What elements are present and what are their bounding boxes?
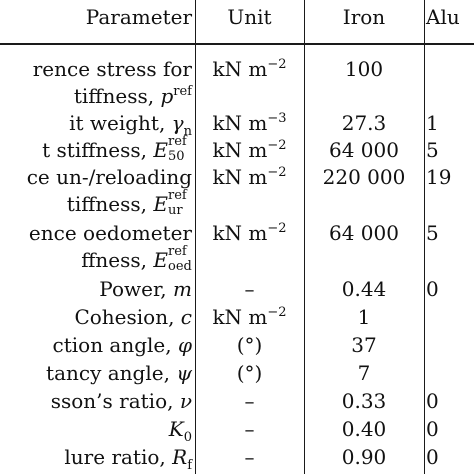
parameter-text: ce un-/reloading	[26, 165, 192, 189]
parameter-subscript: ur	[168, 203, 183, 218]
parameter-cell	[27, 166, 192, 188]
parameter-cell	[42, 134, 192, 164]
unit-exponent: −2	[267, 57, 287, 72]
unit-exponent: −2	[267, 221, 287, 236]
iron-cell: 1	[357, 305, 371, 329]
iron-cell: 64 000	[329, 221, 399, 245]
unit-exponent: −2	[267, 165, 287, 180]
unit-cell	[196, 362, 303, 384]
parameter-subscript: 50	[168, 149, 185, 164]
iron-cell: 220 000	[322, 165, 406, 189]
alu-cell: 0	[426, 417, 439, 441]
parameter-text: tiffness,	[66, 192, 154, 216]
parameter-cell	[74, 85, 192, 107]
parameter-cell	[33, 58, 192, 80]
header-parameter: Parameter	[85, 5, 192, 29]
unit-text: –	[244, 445, 255, 469]
unit-text: kN m	[212, 165, 268, 189]
alu-cell: 0	[426, 389, 439, 413]
parameter-text: ffness,	[81, 248, 154, 272]
parameter-superscript: ref	[173, 84, 192, 99]
parameter-symbol: c	[180, 305, 192, 329]
unit-cell	[196, 58, 303, 80]
alu-cell: 0	[426, 277, 439, 301]
unit-cell	[196, 306, 303, 328]
header-unit: Unit	[227, 5, 272, 29]
alu-cell: 5	[426, 221, 439, 245]
alu-cell: 19	[426, 165, 452, 189]
parameter-symbol: γ	[171, 111, 184, 135]
parameter-symbol: m	[173, 277, 192, 301]
iron-cell: 0.40	[341, 417, 387, 441]
iron-cell: 100	[344, 57, 384, 81]
parameter-text: t stiffness,	[42, 138, 154, 162]
unit-cell	[196, 112, 303, 134]
parameter-cell	[66, 188, 192, 218]
parameter-symbol: ν	[179, 389, 192, 413]
parameter-text: ence oedometer	[28, 221, 192, 245]
parameter-sup-sub	[168, 134, 192, 164]
unit-text: –	[244, 277, 255, 301]
parameter-superscript: ref	[168, 188, 187, 203]
parameter-subscript: oed	[168, 259, 192, 274]
unit-text: –	[244, 389, 255, 413]
unit-text: kN m	[212, 57, 268, 81]
parameter-sup-sub	[168, 188, 192, 218]
parameter-superscript: ref	[168, 244, 187, 259]
parameter-cell	[29, 222, 192, 244]
unit-text: kN m	[212, 138, 268, 162]
parameter-symbol: φ	[177, 333, 192, 357]
parameter-sup-sub	[168, 244, 192, 274]
parameter-cell	[51, 390, 192, 412]
unit-cell	[196, 139, 303, 161]
parameter-cell	[81, 244, 192, 274]
header-rule	[0, 43, 474, 45]
unit-text: –	[244, 417, 255, 441]
parameter-text: tancy angle,	[46, 361, 177, 385]
parameter-text: it weight,	[69, 111, 172, 135]
alu-cell: 0	[426, 445, 439, 469]
parameter-text: Power,	[99, 277, 174, 301]
parameter-superscript: ref	[168, 134, 187, 149]
unit-text: (°)	[236, 361, 263, 385]
parameter-cell	[46, 362, 192, 384]
parameter-symbol: ψ	[176, 361, 192, 385]
iron-cell: 0.33	[341, 389, 387, 413]
unit-text: kN m	[212, 305, 268, 329]
iron-cell: 0.90	[341, 445, 387, 469]
unit-exponent: −2	[267, 138, 287, 153]
parameter-subscript: n	[183, 124, 192, 139]
unit-exponent: −3	[267, 111, 287, 126]
parameter-text: sson’s ratio,	[50, 389, 180, 413]
unit-cell	[196, 166, 303, 188]
unit-text: (°)	[236, 333, 263, 357]
parameter-cell	[64, 445, 192, 473]
header-alu: Alu	[426, 5, 460, 29]
unit-cell	[196, 446, 303, 468]
iron-cell: 64 000	[329, 138, 399, 162]
unit-cell	[196, 390, 303, 412]
column-divider-iron-alu	[424, 0, 425, 474]
parameter-subscript: 0	[183, 430, 192, 445]
alu-cell: 5	[426, 138, 439, 162]
iron-cell: 0.44	[341, 277, 387, 301]
iron-cell: 7	[357, 361, 371, 385]
parameter-text: ction angle,	[52, 333, 178, 357]
parameter-cell	[53, 334, 192, 356]
parameter-symbol: p	[160, 84, 174, 108]
iron-cell: 27.3	[341, 111, 387, 135]
parameter-cell	[69, 111, 192, 139]
parameter-cell	[99, 278, 192, 300]
parameter-symbol: K	[168, 417, 184, 441]
iron-cell: 37	[351, 333, 377, 357]
unit-cell	[196, 222, 303, 244]
parameter-subscript: f	[187, 458, 192, 473]
parameter-text: Cohesion,	[74, 305, 181, 329]
unit-cell	[196, 418, 303, 440]
parameter-text: rence stress for	[32, 57, 192, 81]
unit-cell	[196, 278, 303, 300]
unit-text: kN m	[212, 111, 268, 135]
parameter-cell	[74, 306, 192, 328]
alu-cell: 1	[426, 111, 439, 135]
parameter-symbol: E	[153, 192, 168, 216]
parameter-symbol: E	[153, 248, 168, 272]
header-iron: Iron	[342, 5, 386, 29]
unit-exponent: −2	[267, 305, 287, 320]
parameter-text: tiffness,	[73, 84, 161, 108]
parameter-symbol: R	[172, 445, 188, 469]
parameter-text: lure ratio,	[64, 445, 173, 469]
parameter-cell	[168, 417, 192, 445]
unit-text: kN m	[212, 221, 268, 245]
unit-cell	[196, 334, 303, 356]
parameter-symbol: E	[153, 138, 168, 162]
